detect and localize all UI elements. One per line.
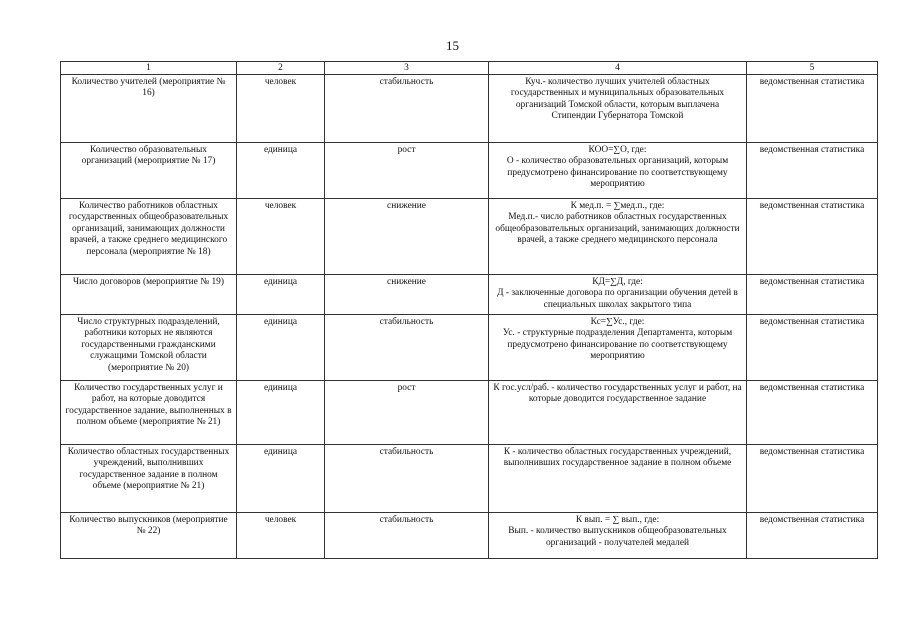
method-description: Куч.- количество лучших учителей областных государственных и муниципальных образовательных организаций Томской области, которым выплачена Стипендии Губернатора Томской — [510, 77, 725, 122]
calculation-method-cell — [489, 445, 747, 513]
formula-text: К мед.п. = ∑мед.п., где: — [570, 201, 665, 211]
formula-text: К вып. = ∑ вып., где: — [575, 515, 660, 525]
table-row — [61, 513, 878, 559]
table-header — [61, 62, 878, 75]
indicator-name-cell: Количество образовательных организаций (мероприятие № 17) — [61, 143, 237, 199]
table-row — [61, 381, 878, 445]
header-row — [61, 62, 878, 75]
trend-cell: стабильность — [325, 315, 489, 381]
formula-text: КОО=∑О, где: — [588, 145, 647, 155]
method-description: Ус. - структурные подразделения Департамента, которым предусмотрено финансирование по соответствующему мероприятию — [502, 328, 733, 362]
column-header-4: 4 — [489, 62, 747, 75]
trend-cell: снижение — [325, 275, 489, 315]
column-header-2: 2 — [237, 62, 325, 75]
indicator-name-cell: Число договоров (мероприятие № 19) — [61, 275, 237, 315]
calculation-method-cell — [489, 513, 747, 559]
table-row — [61, 445, 878, 513]
table-row — [61, 199, 878, 275]
calculation-method-cell — [489, 275, 747, 315]
trend-cell: стабильность — [325, 75, 489, 143]
data-source-cell: ведомственная статистика — [747, 381, 878, 445]
indicator-name-cell: Количество областных государственных учреждений, выполнивших государственное задание в полном объеме (мероприятие № 21) — [61, 445, 237, 513]
trend-cell: рост — [325, 143, 489, 199]
indicator-name-cell: Количество выпускников (мероприятие № 22) — [61, 513, 237, 559]
method-description: К гос.усл/раб. - количество государственных услуг и работ, на которые доводится государственное задание — [493, 383, 742, 405]
table-row — [61, 75, 878, 143]
calculation-method-cell — [489, 381, 747, 445]
method-description: К - количество областных государственных учреждений, выполнивших государственное задание в полном объеме — [503, 447, 732, 469]
unit-cell: единица — [237, 275, 325, 315]
data-source-cell: ведомственная статистика — [747, 75, 878, 143]
table-row — [61, 315, 878, 381]
column-header-1: 1 — [61, 62, 237, 75]
trend-cell: стабильность — [325, 445, 489, 513]
table-body — [61, 75, 878, 559]
unit-cell: человек — [237, 75, 325, 143]
data-source-cell: ведомственная статистика — [747, 275, 878, 315]
data-source-cell: ведомственная статистика — [747, 445, 878, 513]
calculation-method-cell — [489, 315, 747, 381]
page-number: 15 — [446, 38, 459, 53]
table-row — [61, 143, 878, 199]
method-description: Вып. - количество выпускников общеобразовательных организаций - получателей медалей — [508, 526, 727, 548]
column-header-3: 3 — [325, 62, 489, 75]
indicator-name-cell: Количество государственных услуг и работ, на которые доводится государственное задание, выполненных в полном объеме (мероприятие № 21) — [61, 381, 237, 445]
unit-cell: единица — [237, 445, 325, 513]
method-description: Мед.п.- число работников областных государственных общеобразовательных организаций, занимающих должности врачей, а также среднего медицинского персонала — [495, 212, 740, 246]
calculation-method-cell — [489, 143, 747, 199]
calculation-method-cell — [489, 75, 747, 143]
indicator-name-cell: Количество работников областных государственных общеобразовательных организаций, занимающих должности врачей, а также среднего медицинского персонала (мероприятие № 18) — [61, 199, 237, 275]
trend-cell: снижение — [325, 199, 489, 275]
formula-text: КД=∑Д, где: — [592, 277, 643, 287]
unit-cell: единица — [237, 143, 325, 199]
unit-cell: человек — [237, 513, 325, 559]
column-header-5: 5 — [747, 62, 878, 75]
table-row — [61, 275, 878, 315]
indicator-name-cell: Количество учителей (мероприятие № 16) — [61, 75, 237, 143]
data-source-cell: ведомственная статистика — [747, 513, 878, 559]
calculation-method-cell — [489, 199, 747, 275]
trend-cell: рост — [325, 381, 489, 445]
unit-cell: единица — [237, 315, 325, 381]
method-description: О - количество образовательных организаций, которым предусмотрено финансирование по соответствующему мероприятию — [506, 156, 729, 190]
unit-cell: человек — [237, 199, 325, 275]
unit-cell: единица — [237, 381, 325, 445]
formula-text: Кс=∑Ус., где: — [590, 317, 645, 327]
indicator-name-cell: Число структурных подразделений, работники которых не являются государственными гражданскими служащими Томской области (мероприятие № 20) — [61, 315, 237, 381]
data-source-cell: ведомственная статистика — [747, 315, 878, 381]
data-source-cell: ведомственная статистика — [747, 143, 878, 199]
trend-cell: стабильность — [325, 513, 489, 559]
method-description: Д - заключенные договора по организации обучения детей в специальных школах закрытого типа — [497, 288, 738, 310]
data-source-cell: ведомственная статистика — [747, 199, 878, 275]
indicators-table — [60, 61, 878, 559]
